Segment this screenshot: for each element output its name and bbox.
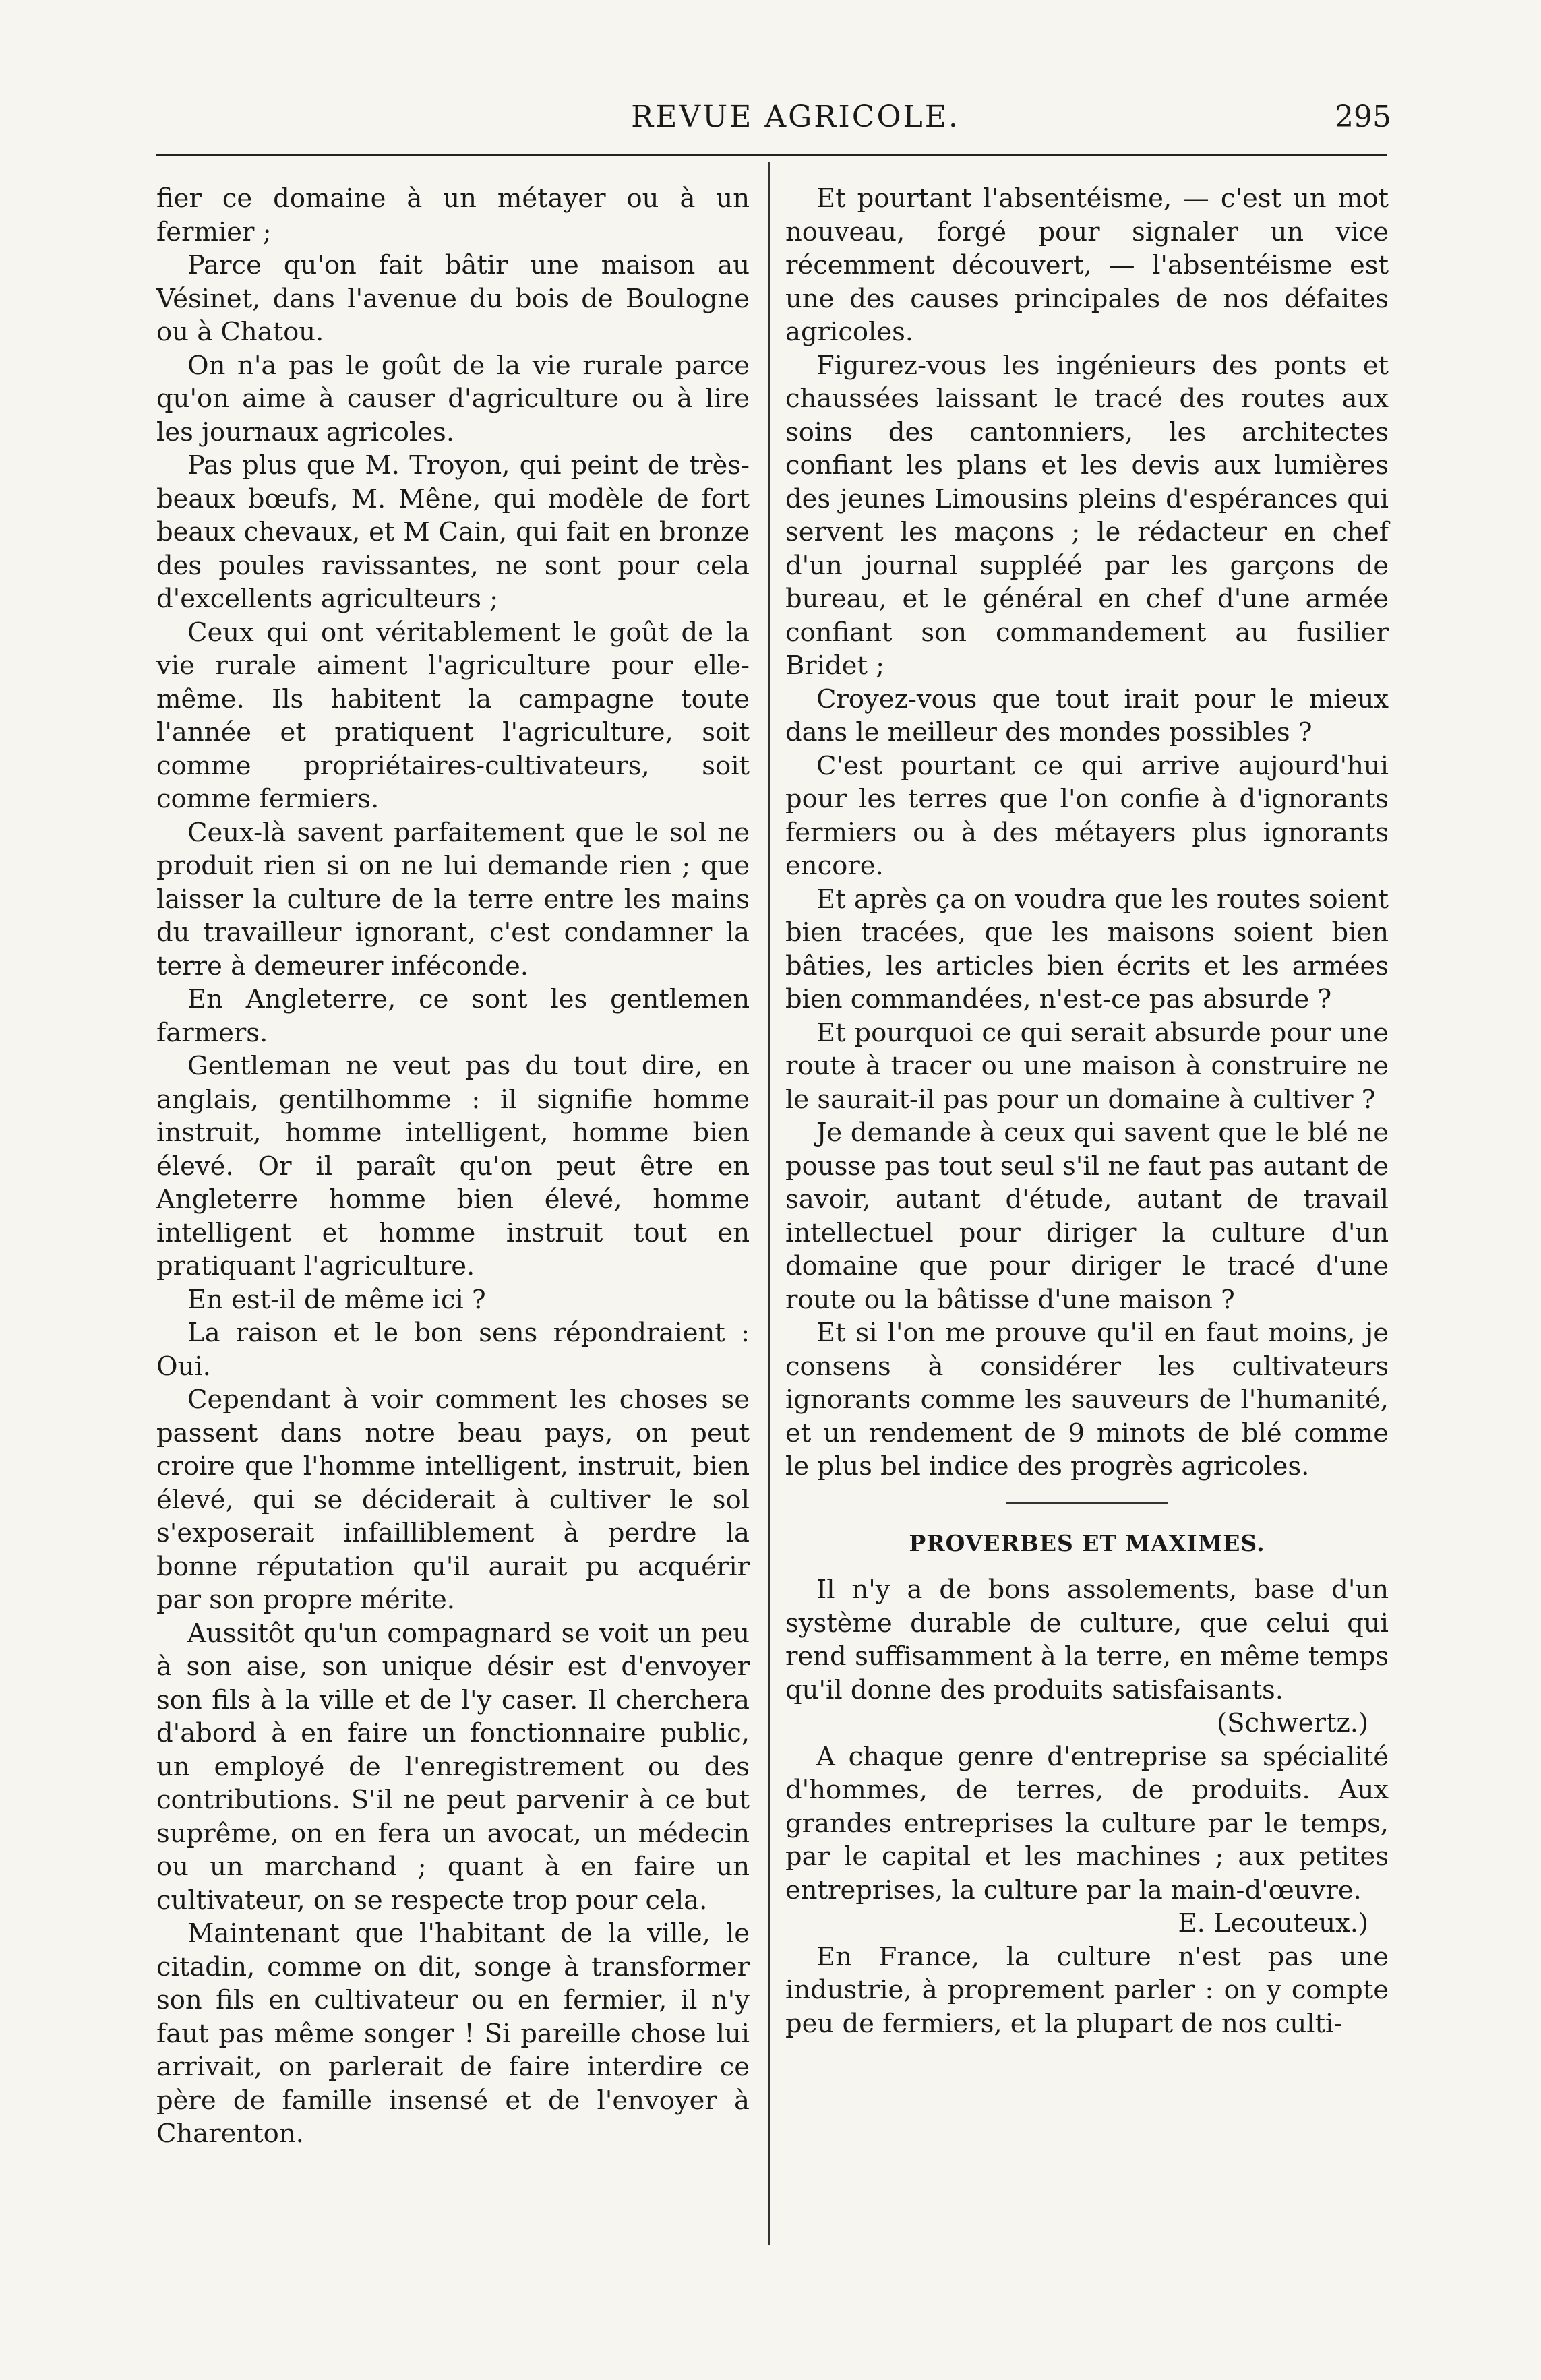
paragraph: Gentleman ne veut pas du tout dire, en anglais, gentilhomme : il signifie homme instruit, homme intelligent, homme bien élevé. Or il paraît qu'on peut être en Angleterre homme bien élevé, homme intelligent et homme instruit tout en pratiquant l'agriculture. xyxy=(156,1051,750,1281)
paragraph: La raison et le bon sens répondraient : Oui. xyxy=(156,1318,750,1382)
paragraph: En France, la culture n'est pas une industrie, à proprement parler : on y compte peu de fermiers, et la plupart de nos culti- xyxy=(785,1941,1389,2039)
paragraph: Cependant à voir comment les choses se passent dans notre beau pays, on peut croire que l'homme intelligent, instruit, bien élevé, qui se déciderait à cultiver le sol s'exposerait infailliblement à perdre la bonne réputation qu'il aurait pu acquérir par son propre mérite. xyxy=(156,1384,750,1615)
paragraph: Aussitôt qu'un compagnard se voit un peu à son aise, son unique désir est d'envoyer son fils à la ville et de l'y caser. Il cherchera d'abord à en faire un fonctionnaire public, un employé de l'enregistrement ou des contributions. S'il ne peut parvenir à ce but suprême, on en fera un avocat, un médecin ou un marchand ; quant à en faire un cultivateur, on se respecte trop pour cela. xyxy=(156,1618,750,1916)
running-title: REVUE AGRICOLE. xyxy=(631,100,960,134)
left-column xyxy=(156,182,750,2151)
maxim-text: A chaque genre d'entreprise sa spécialité d'hommes, de terres, de produits. Aux grandes entreprises la culture par le temps, par le capital et les machines ; aux petites entreprises, la culture par la main-d'œuvre. xyxy=(785,1741,1389,1905)
maxim-author: (Schwertz.) xyxy=(1217,1708,1368,1738)
paragraph: Croyez-vous que tout irait pour le mieux dans le meilleur des mondes possibles ? xyxy=(785,683,1389,747)
paragraph: Maintenant que l'habitant de la ville, le citadin, comme on dit, songe à transformer son fils en cultivateur ou en fermier, il n'y faut pas même songer ! Si pareille chose lui arrivait, on parlerait de faire interdire ce père de famille insensé et de l'envoyer à Charenton. xyxy=(156,1918,750,2149)
paragraph: Et après ça on voudra que les routes soient bien tracées, que les maisons soient bien bâties, les articles bien écrits et les armées bien commandées, n'est-ce pas absurde ? xyxy=(785,884,1389,1014)
paragraph: Je demande à ceux qui savent que le blé ne pousse pas tout seul s'il ne faut pas autant de savoir, autant d'étude, autant de travail intellectuel pour diriger la culture d'un domaine que pour diriger le tracé d'une route ou la bâtisse d'une maison ? xyxy=(785,1118,1389,1315)
paragraph: En est-il de même ici ? xyxy=(187,1284,486,1315)
maxim-author: E. Lecouteux.) xyxy=(1178,1908,1368,1939)
header-rule xyxy=(156,154,1387,156)
column-divider xyxy=(768,162,770,2245)
paragraph: Et pourquoi ce qui serait absurde pour une route à tracer ou une maison à construire ne le saurait-il pas pour un domaine à cultiver ? xyxy=(785,1017,1389,1115)
paragraph: Figurez-vous les ingénieurs des ponts et chaussées laissant le tracé des routes aux soins des cantonniers, les architectes confiant les plans et les devis aux lumières des jeunes Limousins pleins d'espérances qui servent les maçons ; le rédacteur en chef d'un journal suppléé par les garçons de bureau, et le général en chef d'une armée confiant son commandement au fusilier Bridet ; xyxy=(785,350,1389,681)
paragraph: Et si l'on me prouve qu'il en faut moins, je consens à considérer les cultivateurs ignorants comme les sauveurs de l'humanité, et un rendement de 9 minots de blé comme le plus bel indice des progrès agricoles. xyxy=(785,1318,1389,1482)
paragraph: On n'a pas le goût de la vie rurale parce qu'on aime à causer d'agriculture ou à lire les journaux agricoles. xyxy=(156,350,750,448)
maxim-text: Il n'y a de bons assolements, base d'un système durable de culture, que celui qui rend suffisamment à la terre, en même temps qu'il donne des produits satisfaisants. xyxy=(785,1575,1389,1705)
paragraph: Et pourtant l'absentéisme, — c'est un mot nouveau, forgé pour signaler un vice récemment découvert, — l'absentéisme est une des causes principales de nos défaites agricoles. xyxy=(785,183,1389,347)
paragraph: fier ce domaine à un métayer ou à un fermier ; xyxy=(156,183,750,247)
paragraph: Ceux-là savent parfaitement que le sol ne produit rien si on ne lui demande rien ; que laisser la culture de la terre entre les mains du travailleur ignorant, c'est condamner la terre à demeurer inféconde. xyxy=(156,817,750,981)
paragraph: Parce qu'on fait bâtir une maison au Vésinet, dans l'avenue du bois de Boulogne ou à Chatou. xyxy=(156,250,750,347)
right-column xyxy=(785,182,1389,2040)
paragraph: Ceux qui ont véritablement le goût de la vie rurale aiment l'agriculture pour elle-même. Ils habitent la campagne toute l'année et pratiquent l'agriculture, soit comme propriétaires-cultivateurs, soit comme fermiers. xyxy=(156,617,750,814)
paragraph: C'est pourtant ce qui arrive aujourd'hui pour les terres que l'on confie à d'ignorants fermiers ou à des métayers plus ignorants encore. xyxy=(785,750,1389,881)
page-number: 295 xyxy=(1335,100,1391,134)
section-divider xyxy=(1006,1502,1168,1504)
paragraph: Pas plus que M. Troyon, qui peint de très-beaux bœufs, M. Mêne, qui modèle de fort beaux chevaux, et M Cain, qui fait en bronze des poules ravissantes, ne sont pour cela d'excellents agriculteurs ; xyxy=(156,450,750,614)
paragraph: En Angleterre, ce sont les gentlemen farmers. xyxy=(156,984,750,1048)
section-title: PROVERBES ET MAXIMES. xyxy=(909,1529,1265,1556)
